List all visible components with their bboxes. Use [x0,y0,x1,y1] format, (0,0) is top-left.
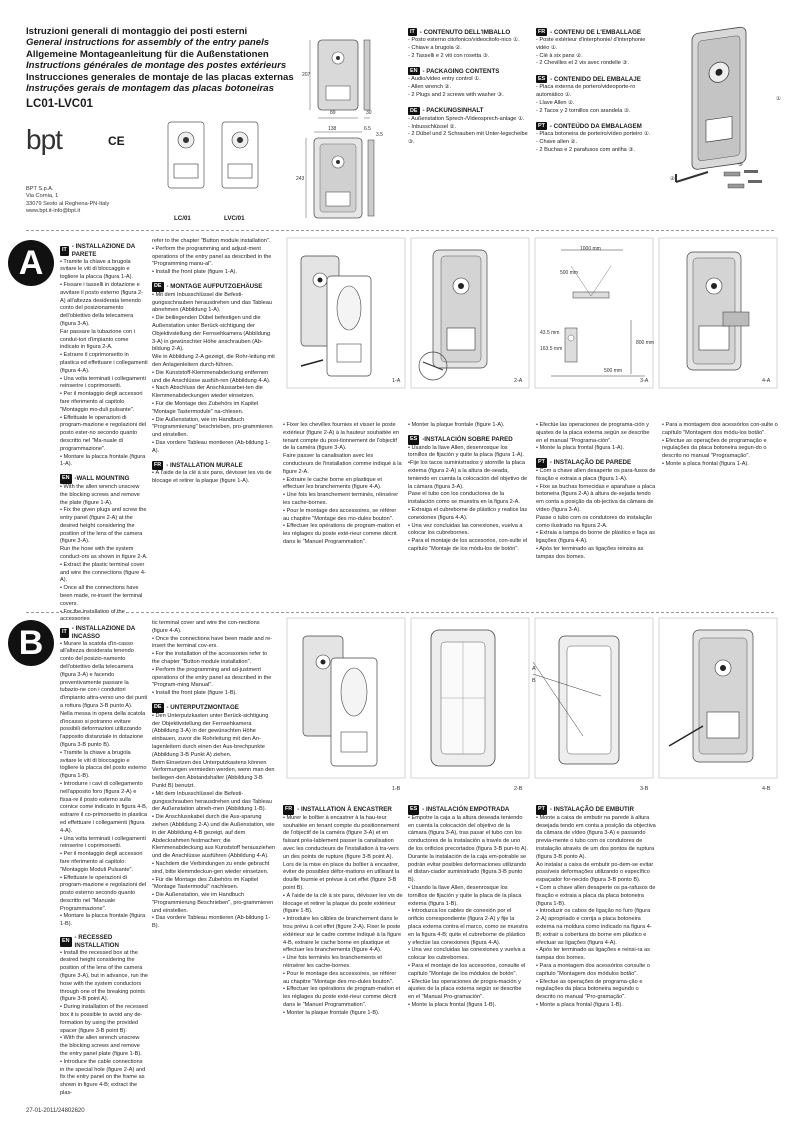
instruction-paragraph: • Fixer les chevilles fournies et visser le poste extérieur (figure 2-A) à la hauteur souhaitée en tenant compte du posi-tionnement de l'objectif de la caméra (figure 3-A). [283,422,399,452]
lang-badge: FR [152,461,163,471]
pack-de-title: - PACKUNGSINHALT [422,107,484,115]
pack-item: - Llave Allen ②. [536,99,575,106]
instruction-paragraph: • Mit dem Inbusschlüssel die Befesti-gungsschrauben herausdrehen und das Tableau der Außenstation abneh-men (Abbildung 1-B). [152,790,272,813]
figure-3a [535,238,653,388]
section-b-figures [283,616,783,798]
instruction-paragraph: • Install the front plate (figure 1-B). [152,690,237,697]
instruction-paragraph: • Install the front plate (figure 1-A). [152,269,237,276]
instruction-paragraph: • Effectuer les opérations de program-mation et les réglages du poste exté-rieur comme décrit dans le "Manuel Programmation". [283,523,401,545]
instruction-paragraph: • Após ter terminado as ligações e reinsi-ra as tampas dos bornes. [536,947,650,962]
instruction-paragraph: • Una volta terminati i collegamenti reinserire i coprimorsetti. [60,375,146,390]
instruction-paragraph: • Das vordere Tableau montieren (Ab-bildung 1-A). [152,439,271,454]
address-line: Via Cornia, 1 [26,193,59,200]
instruction-paragraph: • Pour le montage des accessoires, se référer au chapitre "Montage des mo-dules bouton". [283,970,397,985]
lang-badge: DE [410,107,418,114]
section-heading-text: - INSTALLATION MURALE [166,461,243,469]
instruction-paragraph: • Die Außenstation, wie im Handbuch "Programmierung" beschrieben, pro-grammieren und einstellen. [152,416,273,439]
fig3a-dim-vertical: 500 mm [560,270,579,276]
instruction-paragraph: • Extraiga el cubreborne de plástico y realice las conexiones (figura 4-A). [408,506,528,521]
pack-item: - Placa botoneira de porteiro/vídeo porteiro ①. [536,131,651,138]
instruction-paragraph: • Nach Abschluss der Anschlussarbei-ten die Klemmenabdeckungen wieder einsetzen. [152,385,263,400]
lang-badge: EN [60,937,72,947]
instruction-paragraph: • Extraia a tampa do borne de plástico e faça as ligações (figura 4-A). [536,530,655,545]
instruction-paragraph: • Die Kunststoff-Klemmenabdeckung entfernen und die Anschlüsse ausfüh-ren (Abbildung 4-A). [152,369,271,384]
lang-badge: ES [408,805,419,815]
instruction-paragraph: • Nachdem die Verbindungen zu ende gebracht sind, bitte klemmdeckun-gen wieder einsetzen. [152,860,270,875]
instruction-paragraph: • Com a chave allen desaperte os pa-rafusos de fixação e extraia a placa da placa botoneira (figura 1-B). [536,884,656,907]
callout-3: ③ [738,162,744,168]
instruction-paragraph: •Fije los tacos suministrados y atornille la placa externa (figura 2-A) a la altura de-seada, teniendo en cuenta la colocación del objetivo de la cámara (figura 3-A). [408,460,528,490]
section-heading-text: - RECESSED INSTALLATION [74,934,119,949]
instruction-paragraph: • Den Unterputzkasten unter Berück-sichtigung der Objektivstellung der Fernsehkamera (Abbildung 3-A) in der gewünschten Höhe einbauen, zuvor die Rohrleitung mit den An-lagenleitern durch einen der Aus-brechpunkte (Abbildung 3-B Punkt A) ziehen. [152,712,269,758]
instruction-paragraph: • Montare la placca frontale (figura 1-B). [60,913,146,928]
instruction-paragraph: • Monte la placa frontal (figura 1-A). [536,445,625,452]
instruction-paragraph: • For the installation of the accessories refer to the chapter "Button module installation". [152,651,268,665]
fig-caption-4b: 4-B [762,786,771,792]
fig3a-dim-floor: 800 mm [636,340,655,346]
section-divider [26,230,774,231]
title-pt: Instruções gerais de montagem das placas botoneiras [26,83,274,95]
section-heading [60,243,148,259]
instruction-paragraph: • Per il montaggio degli accessori fare riferimento al capitolo "Montaggio mo-duli pulsante". [60,391,143,413]
instruction-paragraph: Run the hose with the system conduct-ors as shown in figure 2-A. [60,546,148,561]
fig-caption-2a: 2-A [514,378,523,384]
title-es: Instrucciones generales de montaje de las placas externas [26,71,294,83]
section-a-col-5 [536,422,656,592]
pack-item: - 2 Dübel und 2 Schrauben mit Unter-legscheibe ③. [408,131,528,146]
fig3a-dim-width: 1000 mm [580,246,601,252]
figure-1a [287,238,405,388]
instruction-paragraph: • Once all the connections have been made, re-insert the terminal covers. [60,585,143,607]
dim-width-top: 89 [330,110,336,116]
fig-caption-3b: 3-B [640,786,649,792]
title-de: Allgemeine Montageanleitung für die Außenstationen [26,48,269,60]
instruction-paragraph: • Usando la llave Allen, desenrosque los tornillos de fijación y quite la placa de la placa externa (figura 1-B). [408,884,522,907]
pack-item: - 2 Plugs and 2 screws with washer ③. [408,91,504,98]
instruction-paragraph: • Effettuare le operazioni di program-mazione e regolazioni del posto esterno secondo quanto descritto nel "Manuale Programmazione". [60,874,147,912]
instruction-paragraph: • Fix the given plugs and screw the entry panel (figure 2-A) at the desired height considering the position of the lens of the camera (figure 3-A). [60,507,147,545]
pack-item: - 2 Buchas e 2 parafusos com anilha ③. [536,146,635,153]
instruction-paragraph: • Perform the programming and adjust-ment operations of the entry panel as described in the "Programming manu-al". [152,245,272,268]
panel-front-drawings [160,118,270,218]
section-heading-text: - INSTALLAZIONE DA PARETE [71,243,136,258]
instruction-paragraph: • Murer le boîtier à encastrer à la hau-teur souhaitée en tenant compte du positionnement de l'objectif de la caméra (figure 3-A) et en faisant préa-lablement passer la canalisation avec les conducteurs de l'installation à tra-vers un des points de rupture (figure 3-B point A). [283,814,400,860]
label-lc01: LC/01 [174,215,191,222]
pack-pt-title: - CONTEÚDO DA EMBALAGEM [549,122,642,130]
dim-depth-top: 30 [366,110,372,116]
instruction-paragraph: • Introdurre i cavi di collegamento nell'apposito foro (figura 2-A) e fissa-re il posto esterno sulla cornice come indicato in figura 4-B, estrarre il co-primorsetto in plastica ed effettuare i collegamenti (figura 4-A). [60,780,148,834]
instruction-paragraph: • Para a montagem dos acessórios consulte o capítulo "Montagem dos módulos botão". [536,962,650,977]
instruction-paragraph: Ao instalar a caixa de embutir po-dem-se evitar possíveis deformações utilizando o específico espaçador for-necido (figura 3-B ponto B). [536,861,654,884]
dim-flange: 3.5 [376,132,383,138]
section-a-col-1 [26,238,148,623]
instruction-paragraph: • Install the recessed box at the desired height considering the position of the lens of the camera (figure 3-A), but in advance, run the hose with the system conductors through one of the breaking points (figure 3-B point A). [60,949,148,1003]
dim-width-bottom: 138 [328,126,337,132]
pack-pt-head [536,122,658,130]
instruction-paragraph: • Para el montaje de los accesorios, consulte el capítulo "Montaje de los módulos de botón". [408,962,526,977]
section-heading-text: -WALL MOUNTING [74,475,130,483]
section-heading-text: -INSTALACIÓN SOBRE PARED [422,435,513,443]
section-b-col-2 [152,620,276,1108]
section-divider [26,612,774,613]
pack-de-list [408,116,530,147]
pack-item: - Allen wrench ②. [408,84,452,91]
lang-badge: PT [536,458,547,468]
section-b-col-5 [536,800,656,1106]
lang-badge: EN [410,68,418,75]
pack-item: - Clé à six pans ②. [536,52,583,59]
company-address [26,186,109,216]
instruction-paragraph: • Une fois terminés les branchements et réinsérer les cache-bornes. [283,955,382,969]
section-heading [60,474,148,484]
instruction-paragraph: • Introduce the cable connections in the special hole (figure 2-A) and fix the entry panel on the frame as shown in figure 4-B; extract the plas- [60,1058,146,1097]
fig3a-dim-cam-height: 163.5 mm [540,346,563,352]
instruction-paragraph: • Monte a placa frontal (figura 1-A). [662,460,749,467]
instruction-paragraph: • Für die Montage des Zubehörs im Kapitel "Montage Tastermodul" nachlesen. [152,876,259,891]
title-it: Istruzioni generali di montaggio dei posti esterni [26,26,248,37]
instruction-paragraph: • With the allen wrench unscrew the blocking screws and remove the entry panel plate (figure 1-B). [60,1035,142,1058]
fig-caption-1a: 1-A [392,378,401,384]
section-heading [283,805,403,815]
lang-badge: ES [408,435,419,445]
instruction-paragraph: Durante la instalación de la caja em-potrable se podrán evitar posibles deformaciones utilizando el distan-ciador suministrado (figura 3-B punto B). [408,853,527,884]
address-line: 33079 Sesto al Reghena-PN-Italy [26,200,110,207]
packaging-col-2 [536,28,658,218]
section-b-col-1 [26,620,148,1108]
instruction-paragraph: • Efectue as operações de programa-ção e regulações da placa botoneira segundo o descrito no manual "Pro-gramação". [536,978,643,1001]
title-en: General instructions for assembly of the entry panels [26,37,270,49]
section-b-col-4 [408,800,528,1106]
pack-item: - Placa externa de portero/videoporte-ro automático ①. [536,84,636,98]
pack-es-list [536,84,658,115]
section-a-col-3 [283,422,403,592]
instruction-paragraph: • Extract the plastic terminal cover and wire the connections (figure 4-A). [60,561,146,584]
section-a-col-4 [408,422,528,592]
instruction-paragraph: tic terminal cover and wire the con-nections (figure 4-A). [152,620,260,634]
instruction-paragraph: • Monte la placa frontal (figura 1-B). [408,1001,497,1008]
pack-item: - Chave allen ②. [536,139,578,146]
pack-fr-title: - CONTENU DE L'EMBALLAGE [550,28,642,36]
instruction-paragraph: Wie in Abbildung 2-A gezeigt, die Rohr-leitung mit den Anlagenleitern durch-führen. [152,354,275,368]
packaging-drawing [664,22,784,202]
section-heading [152,282,276,292]
instruction-paragraph: • Empotre la caja a la altura deseada teniendo en cuenta la colocación del objetivo de la cámara (figura 3-A), tras pasar el tubo con los conductores de la instalación a través de uno de los orificios precortados (figura 3-B pun-to A). [408,814,529,852]
pack-item: - 2 Tacos y 2 tornillos con arandela ③. [536,107,631,114]
section-heading-text: - INSTALLAZIONE DA INCASSO [71,625,136,640]
instruction-paragraph: • Introduzca los cables de conexión por el orificio correspondiente (figura 2-A) y fije la placa externa contra el marco, como se muestra en la figura 4-B; quite el cubreborne de plástico y efectúe las conexiones (figura 4-A). [408,908,528,946]
instruction-paragraph: Nella messa in opera della scatola d'incasso si potranno evitare possibili deformazioni utilizzando l'apposito distanziale in dotazione (figura 3-B punto B). [60,710,146,748]
pack-it-head [408,28,530,36]
pack-item: - Chiave a brugola ②. [408,44,462,51]
pack-es-head [536,75,658,83]
section-heading [60,625,148,641]
instruction-paragraph: • Introduire les câbles de branchement dans le trou prévu à cet effet (figure 2-A). Fixer le poste extérieur sur le cadre comme indiqué à la figure 4-B, extraire le cache borne en plastique et effectuer les branchements (figure 4-A). [283,916,402,954]
section-heading [152,461,276,471]
pack-es-title: - CONTENIDO DEL EMBALAJE [550,75,641,83]
product-drawings [290,36,390,236]
dim-height-bottom: 243 [296,176,305,182]
pack-pt-list [536,131,658,154]
pack-item: - Inbusschlüssel ②. [408,123,457,130]
lang-badge: FR [283,805,294,815]
section-heading-text: - INSTALLATION À ENCASTRER [297,806,392,813]
lang-badge: ES [538,76,546,83]
instruction-paragraph: • Pour le montage des accessoires, se référer au chapitre "Montage des mo-dules bouton". [283,507,397,522]
section-heading-text: - MONTAGE AUFPUTZGEHÄUSE [166,282,263,290]
instruction-paragraph: • Introduzir os cabos de ligação no furo (figura 2-A) apropriado e corrija a placa botoneira externa na moldura como indicado na figura 4-B; extrair a cobertura do borne em plástico e efectuar as ligações (figura 4-A). [536,908,652,946]
instruction-paragraph: • Effettuate le operazioni di program-mazione e regolazioni del posto ester-no secondo quanto descritto nel "Ma-nuale di programmazione". [60,414,147,452]
instruction-paragraph: • Monte a placa frontal (figura 1-B). [536,1001,623,1008]
address-line: BPT S.p.A. [26,186,54,192]
figure-2b [411,618,529,778]
instruction-paragraph: refer to the chapter "Button module installation". [152,238,271,244]
fig3b-callout-a: A [532,666,536,672]
section-heading-text: - UNTERPUTZMONTAGE [166,703,239,711]
instruction-paragraph: • Para a montagem dos acessórios con-sulte o capítulo "Montagem dos módu-los botão". [662,422,778,436]
pack-it-title: - CONTENUTO DELL'IMBALLO [419,28,511,36]
section-heading [152,703,276,713]
lang-badge: IT [60,628,69,638]
pack-item: - 2 Tasselli e 2 viti con rosetta ③. [408,52,490,59]
fig-caption-2b: 2-B [514,786,523,792]
dim-depth-bottom: 6.5 [364,126,371,132]
instruction-paragraph: • Das vordere Tableau montieren (Ab-bildung 1-B). [152,915,271,930]
instruction-paragraph: • Para el montaje de los accesorios, con-sulte el capítulo "Montaje de los módu-los de botón". [408,538,528,552]
instruction-paragraph: • With the allen wrench unscrew the blocking screws and remove the plate (figure 1-A). [60,483,140,506]
lang-badge: DE [152,703,164,713]
section-heading [60,934,148,950]
instruction-paragraph: • Extraire le cache borne en plastique et effectuer les branchements (figure 4-A). [283,476,382,491]
ce-mark: CE [108,134,125,148]
instruction-paragraph: Far passare la tubazione con i condut-tori d'impianto come indicato in figura 2-A. [60,328,135,351]
instruction-paragraph: Beim Einsetzen des Unterputzkastens können Verformungen vermieden werden, wenn man den beiliegen-den Abstandshalter (Abbildung 3-B Punkt B) benutzt. [152,759,275,789]
instruction-paragraph: • Fixe as buchas fornecidas e aparafuse a placa botoneira (figura 2-A) à altura de-sejada tendo em conta a posição da ob-jectiva da câmara de vídeo (figura 3-A). [536,483,656,513]
instruction-paragraph: Lors de la mise en place du boîtier à encastrer, éviter de possibles défor-mations en utilisant la douille fournie et prévue à cet effet (figure 3-B point B). [283,861,400,891]
instruction-paragraph: • Une fois les branchement terminés, réinsérer les cache-bornes. [283,492,399,506]
section-heading [408,435,528,445]
instruction-paragraph: • Efectúe las operaciones de programa-ción y ajustes de la placa externa según se describe en el manual "Programa-ción". [536,422,650,444]
pack-item: - Posto esterno citofonico/videocitofo-nico ①. [408,37,520,43]
section-heading [536,805,656,815]
instruction-paragraph: • À l'aide de la clé à six pans, dévisser les vis de blocage et retirer la plaque (figure 1-A). [152,470,272,485]
instruction-paragraph: • Murare la scatola d'in-casso all'altezza desiderata tenendo conto del posizio-namento dell'obiettivo della telecamera (figura 3-A) e facendo preventivamente passare la tubazio-ne con i conduttori d'impianto attra-verso uno dei punti a rottura (figura 3-B punto A). [60,640,148,709]
pack-it-list [408,37,530,60]
callout-1: ① [776,96,782,102]
instruction-paragraph: • Monter la plaque frontale (figure 1-B). [283,1009,380,1016]
instruction-paragraph: • Una volta terminati i collegamenti reinserire i coprimorsetti. [60,835,146,850]
instruction-paragraph: • Com a chave allen desaperte os para-fusos de fixação e extraia a placa (figura 1-A). [536,467,656,482]
instruction-paragraph: Passe o tubo com os condutores do instalação como ilustrado na figura 2-A. [536,514,652,529]
lang-badge: DE [152,282,164,292]
instruction-paragraph: • Una vez concluidas las conexiones, vuelva a colocar los cubrebornes. [408,522,523,537]
instruction-paragraph: • À l'aide de la clé à six pans, dévisser les vis de blocage et retirer la plaque du poste extérieur (figure 1-B). [283,892,403,915]
lang-badge: IT [60,246,69,256]
lang-badge: IT [410,29,415,35]
instruction-paragraph: • Mit dem Inbusschlüssel die Befesti-gungsschrauben herausdrehen und das Tableau abnehmen (Abbildung 1-A). [152,291,272,314]
address-line: www.bpt.it-info@bpt.it [26,208,81,215]
lang-badge: FR [538,29,546,35]
label-lvc01: LVC/01 [224,215,245,222]
figure-4b [659,618,777,778]
lang-badge: EN [60,474,72,484]
instruction-paragraph: • Montare la placca frontale (figura 1-A). [60,453,146,468]
instruction-paragraph: • Tramite la chiave a brugola svitare le viti di bloccaggio e togliere la placca del posto esterno (figura 1-B). [60,749,147,780]
instruction-paragraph: • Monte a caixa de embutir na parede à altura desejada tendo em conta a posição da objectiva da câmara de vídeo (figura 3-A) e passando previa-mente o tubo com os condutores de instalação através de um dos pontos de ruptura (figura 3-B ponto A). [536,814,656,860]
pack-en-head [408,67,530,75]
instruction-paragraph: • Die beiliegenden Dübel befestigen und die Außenstation unter Berück-sichtigung der Objektivstellung der Fernsehkamera (Abbildung 3-A) in gewünschter Höhe anschrauben (Ab-bildung 2-A). [152,315,271,353]
section-heading [408,805,528,815]
instruction-paragraph: • Una vez concluidas las conexiones y vuelva a colocar los cubrebornes. [408,947,526,962]
model-code: LC01-LVC01 [26,98,93,111]
fig3b-callout-b: B [532,678,536,684]
section-heading-text: - INSTALAÇÃO DE PAREDE [549,459,632,467]
instruction-paragraph: • Efectúe las operaciones de progra-mación y ajustes de la placa externa según se describe en el "Manual Pro-gramación". [408,978,522,1001]
pack-item: - Audio/video entry control ①. [408,76,481,83]
fig-caption-4a: 4-A [762,378,771,384]
instruction-paragraph: • Após ter terminado as ligações reinsira as tampas dos bornes. [536,545,644,560]
pack-item: - 2 Chevilles et 2 vis avec rondelle ③. [536,60,630,67]
packaging-col-1 [408,28,530,218]
pack-de-head [408,107,530,115]
bpt-logo: bpt [26,124,62,155]
instruction-paragraph: • Die Anschlusskabel durch die Aus-sparung ziehen (Abbildung 2-A) und die Außenstation, wie in der Abbildung 4-B gezeigt, auf dem Abdeckrahmen festmachen; die Klemmenabdeckung aus Kunststoff herausziehen und die Anschlüsse ausführen (Abbildung 4-A). [152,814,276,860]
instruction-paragraph: • For the installation of the accessories [60,608,125,623]
pack-en-title: - PACKAGING CONTENTS [422,67,500,75]
title-fr: Instructions générales de montage des postes extérieurs [26,60,287,72]
figure-4a [659,238,777,388]
lang-badge: PT [538,123,545,130]
figure-3b [533,618,653,778]
callout-2: ② [670,176,676,182]
pack-fr-list [536,37,658,68]
instruction-paragraph: • Per il montaggio degli accessori fare riferimento al capitolo: "Montaggio Moduli Pulsante". [60,851,143,873]
fig3a-dim-depth: 500 mm [604,368,623,374]
dim-height-top: 207 [302,72,311,78]
instruction-paragraph: • During installation of the recessed box it is possible to avoid any de-formation by using the provided spacer (figure 3-B point B). [60,1004,148,1034]
section-a-col-6 [662,422,782,592]
section-a-col-2 [152,238,276,590]
document-code: 27-01-2011/24802620 [26,1108,85,1114]
fig3a-dim-cam-offset: 43.5 mm [540,330,560,336]
instruction-paragraph: • Die Außenstation, wie im Handbuch "Programmierung Beschrieben", pro-grammieren und einstellen. [152,892,274,914]
fig-caption-1b: 1-B [392,786,401,792]
section-a-letter: A [8,240,54,286]
instruction-paragraph: • Usando la llave Allen, desenrosque los tornillos de fijación y quite la placa (figura 1-A). [408,444,524,459]
fig-caption-3a: 3-A [640,378,649,384]
section-heading-text: - INSTALACIÓN EMPOTRADA [422,806,510,813]
figure-2a [411,238,529,388]
pack-item: - Außenstation Sprech-/Videosprech-anlage ①. [408,115,525,122]
instruction-paragraph: • Efectue as operações de programação e regulações da placa botoneira segun-do o descrito no manual "Programação". [662,437,767,460]
figure-1b [287,618,405,778]
section-b-col-3 [283,800,403,1106]
instruction-paragraph: • Für die Montage des Zubehörs im Kapitel "Montage Tastermodule" na-chlesen. [152,400,259,415]
instruction-paragraph: • Once the connections have been made and re-insert the terminal cov-ers. [152,635,273,650]
section-heading [536,458,656,468]
pack-en-list [408,76,530,99]
pack-item: - Poste extérieur d'interphonie/ d'interphonie vidéo ①. [536,37,646,51]
section-heading-text: - INSTALAÇÃO DE EMBUTIR [549,806,634,813]
instruction-paragraph: • Perform the programming and ad-justment operations of the entry panel as described in the "Program-ming Manual". [152,666,272,689]
instruction-paragraph: • Estrarre il coprimorsetto in plastica ed effettuare i collegamenti (figura 4-A). [60,352,148,374]
header-titles [26,26,296,110]
lang-badge: PT [536,805,547,815]
instruction-paragraph: • Tramite la chiave a brugola svitare le viti di bloccaggio e togliere la placca (figura 1-A). [60,258,134,281]
section-b-letter: B [8,620,54,666]
instruction-paragraph: Faire passer la canalisation avec les conducteurs de l'installation comme indiqué à la figure 2-A. [283,453,402,475]
pack-fr-head [536,28,658,36]
instruction-paragraph: • Monter la plaque frontale (figure 1-A). [408,422,505,428]
instruction-paragraph: • Effectuer les opérations de program-mation et les réglages du poste exté-rieur comme décrit dans le "Manuel Programmation". [283,986,401,1008]
section-a-figures [283,236,783,416]
instruction-paragraph: Pase el tubo con los conductores de la instalación como se muestra en la figura 2-A. [408,491,520,506]
instruction-paragraph: • Fissare i tasselli in dotazione e avvitare il posto esterno (figura 2-A) all'altezza desiderata tenendo conto del posizionamento dell'obiettivo della telecamera (figura 3-A). [60,281,144,327]
